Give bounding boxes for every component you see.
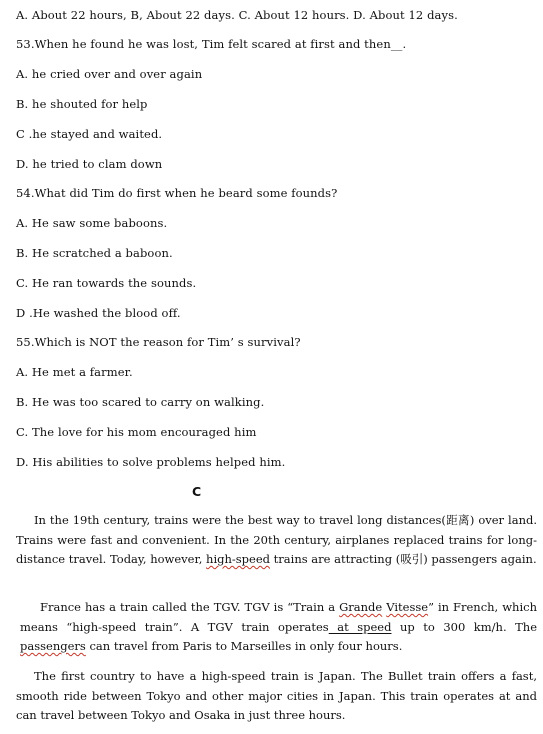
q55-option-d: D. His abilities to solve problems helped him. [16, 455, 286, 469]
p1-text-a: In the 19th century, trains were the best way to travel long distances(距离) over land. Trains were fast and convenient. In the 20th century, airplanes replaced trains for long-distance travel. Today, however, [16, 513, 537, 566]
q53-option-a: A. he cried over and over again [16, 67, 203, 81]
paragraph-1 [16, 511, 537, 570]
p2-text-b: ” in French, which means “high-speed train”. A TGV train operates [20, 600, 537, 634]
p2-wavy-passengers: passengers [20, 639, 86, 653]
question-53: 53.When he found he was lost, Tim felt scared at first and then__. [16, 37, 407, 51]
p1-text-b: trains are attracting (吸引) passengers again. [270, 552, 537, 566]
paragraph-2 [20, 598, 537, 657]
question-55: 55.Which is NOT the reason for Tim’ s survival? [16, 335, 301, 349]
q55-option-a: A. He met a farmer. [16, 365, 133, 379]
q53-option-b: B. he shouted for help [16, 97, 148, 111]
q55-option-b: B. He was too scared to carry on walking. [16, 395, 265, 409]
p2-text-d: can travel from Paris to Marseilles in only four hours. [85, 639, 403, 653]
q52-options: A. About 22 hours, B, About 22 days. C. About 12 hours. D. About 12 days. [16, 8, 458, 22]
p3-text-a: The first country to have a high-speed train is Japan. The Bullet train offers a fast, smooth ride between Tokyo and other major cities in Japan. This train operates at and can travel between Tokyo and Osaka in just three hours. [16, 669, 537, 722]
p2-underline-at-speed: at speed [328, 619, 392, 634]
section-heading: C [192, 484, 202, 499]
q54-option-a: A. He saw some baboons. [16, 216, 168, 230]
paragraph-3 [16, 667, 537, 726]
q53-option-d: D. he tried to clam down [16, 157, 163, 171]
q54-option-c: C. He ran towards the sounds. [16, 276, 197, 290]
q54-option-d: D .He washed the blood off. [16, 306, 181, 320]
p2-wavy-vitesse: Vitesse [386, 600, 429, 614]
p2-wavy-grande: Grande [339, 600, 383, 614]
q55-option-c: C. The love for his mom encouraged him [16, 425, 257, 439]
question-54: 54.What did Tim do first when he beard some founds? [16, 186, 338, 200]
p2-text-c: up to 300 km/h. The [391, 619, 537, 634]
p2-text-a: France has a train called the TGV. TGV is “Train a [40, 600, 340, 614]
q53-option-c: C .he stayed and waited. [16, 127, 163, 141]
p1-wavy-high-speed: high-speed [206, 552, 271, 566]
q54-option-b: B. He scratched a baboon. [16, 246, 173, 260]
